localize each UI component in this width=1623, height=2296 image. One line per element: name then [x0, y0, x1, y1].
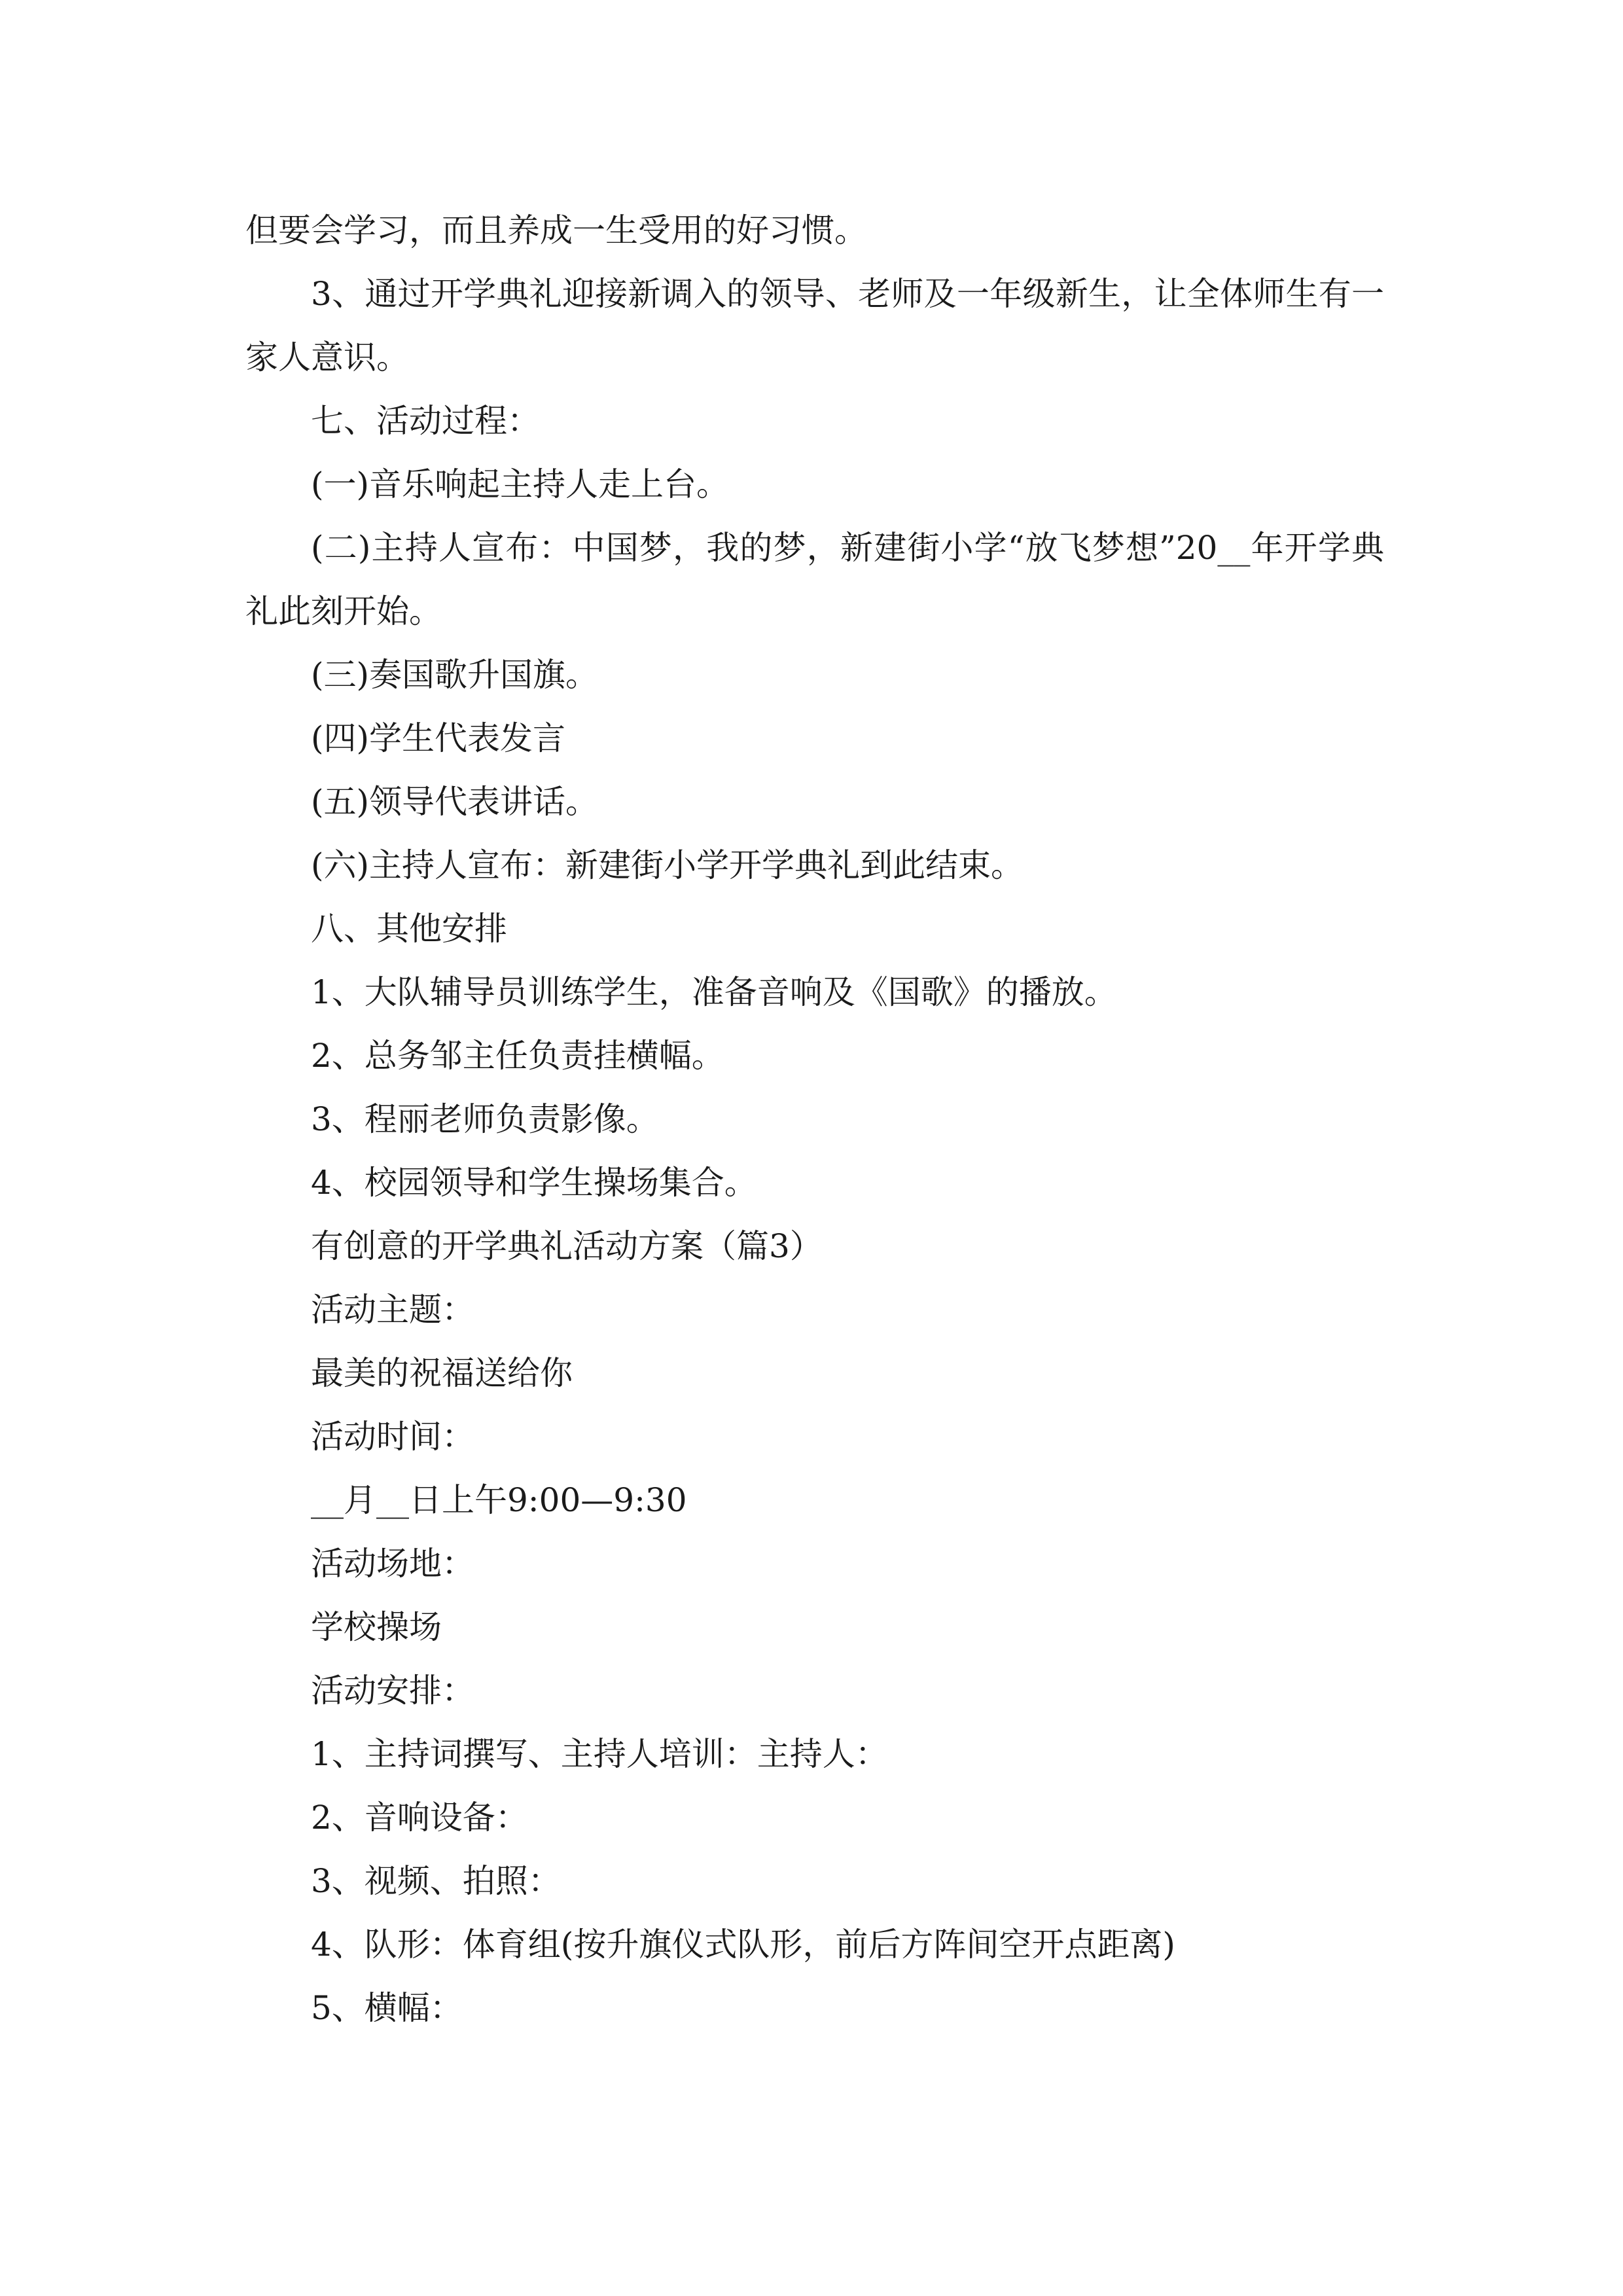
paragraph-line: (三)奏国歌升国旗。: [311, 656, 599, 694]
list-item: 1、主持词撰写、主持人培训：主持人：: [311, 1735, 888, 1773]
list-item: 3、视频、拍照：: [311, 1862, 561, 1900]
list-item: 3、程丽老师负责影像。: [311, 1100, 659, 1138]
paragraph-line: 家人意识。: [245, 338, 409, 376]
section-heading: 八、其他安排: [311, 910, 507, 948]
list-item: 1、大队辅导员训练学生，准备音响及《国歌》的播放。: [311, 973, 1117, 1011]
list-item: 5、横幅：: [311, 1989, 463, 2027]
section-heading: 七、活动过程：: [311, 402, 540, 440]
field-value: 学校操场: [311, 1608, 442, 1646]
paragraph-line: (四)学生代表发言: [311, 719, 566, 757]
list-item: 4、校园领导和学生操场集合。: [311, 1164, 757, 1202]
paragraph-line: (五)领导代表讲话。: [311, 783, 599, 821]
field-value: 最美的祝福送给你: [311, 1354, 573, 1392]
paragraph-line: 礼此刻开始。: [245, 592, 442, 630]
field-label: 活动场地：: [311, 1545, 474, 1583]
section-title: 有创意的开学典礼活动方案（篇3）: [311, 1227, 823, 1265]
list-item: 4、队形：体育组(按升旗仪式队形，前后方阵间空开点距离): [311, 1926, 1175, 1964]
field-label: 活动主题：: [311, 1291, 474, 1329]
paragraph-line: 3、通过开学典礼迎接新调入的领导、老师及一年级新生，让全体师生有一: [311, 275, 1384, 313]
field-label: 活动安排：: [311, 1672, 474, 1710]
field-value: __月__日上午9:00—9:30: [311, 1481, 687, 1519]
paragraph-line: (一)音乐响起主持人走上台。: [311, 465, 730, 503]
paragraph-line: (二)主持人宣布：中国梦，我的梦，新建街小学“放飞梦想”20__年开学典: [311, 529, 1384, 567]
list-item: 2、音响设备：: [311, 1799, 528, 1837]
list-item: 2、总务邹主任负责挂横幅。: [311, 1037, 724, 1075]
field-label: 活动时间：: [311, 1418, 474, 1456]
paragraph-line: 但要会学习，而且养成一生受用的好习惯。: [245, 211, 867, 249]
paragraph-line: (六)主持人宣布：新建街小学开学典礼到此结束。: [311, 846, 1024, 884]
